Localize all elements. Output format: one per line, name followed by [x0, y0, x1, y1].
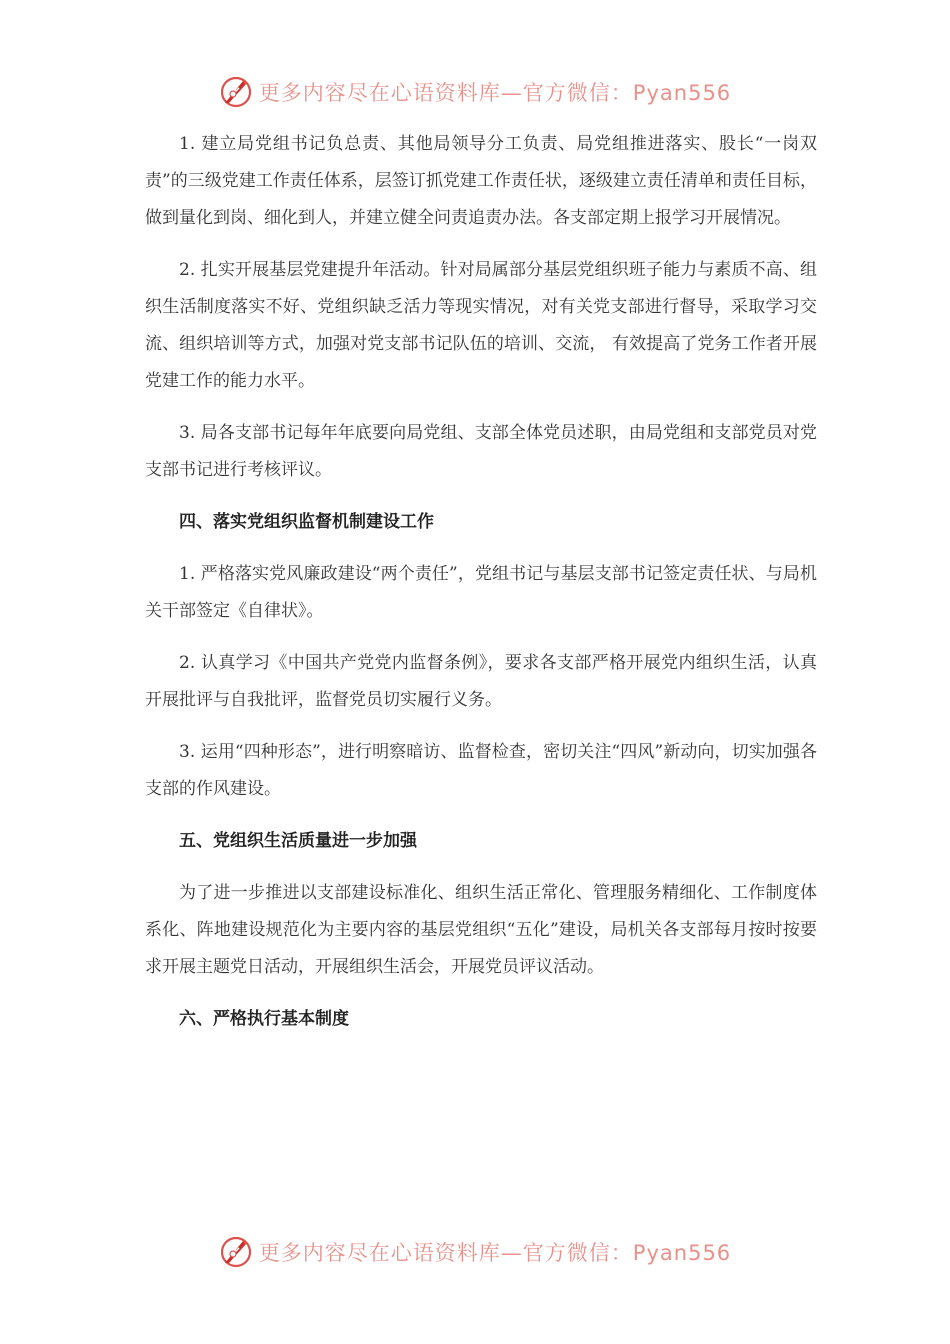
- section-heading: 五、党组织生活质量进一步加强: [179, 831, 417, 851]
- paragraph: 1. 建立局党组书记负总责、其他局领导分工负责、局党组推进落实、股长“一岗双责”的三级党建工作责任体系，层签订抓党建工作责任状，逐级建立责任清单和责任目标，做到量化到岗、细化到人，并建立健全问责追责办法。各支部定期上报学习开展情况。: [145, 134, 817, 228]
- paragraph: 3. 局各支部书记每年年底要向局党组、支部全体党员述职，由局党组和支部党员对党支部书记进行考核评议。: [145, 423, 817, 480]
- quill-logo-icon: [219, 1235, 253, 1269]
- document-body: [145, 126, 817, 1053]
- quill-logo-icon: [219, 75, 253, 109]
- paragraph: 1. 严格落实党风廉政建设“两个责任”，党组书记与基层支部书记签定责任状、与局机关干部签定《自律状》。: [145, 564, 817, 621]
- paragraph: 2. 认真学习《中国共产党党内监督条例》，要求各支部严格开展党内组织生活，认真开展批评与自我批评，监督党员切实履行义务。: [145, 653, 817, 710]
- paragraph: 为了进一步推进以支部建设标准化、组织生活正常化、管理服务精细化、工作制度体系化、阵地建设规范化为主要内容的基层党组织“五化”建设，局机关各支部每月按时按要求开展主题党日活动，开展组织生活会，开展党员评议活动。: [145, 883, 817, 977]
- header-watermark: [0, 72, 950, 112]
- footer-watermark: [0, 1232, 950, 1272]
- watermark-text: 更多内容尽在心语资料库—官方微信：Pyan556: [258, 81, 732, 105]
- paragraph: 2. 扎实开展基层党建提升年活动。针对局属部分基层党组织班子能力与素质不高、组织生活制度落实不好、党组织缺乏活力等现实情况，对有关党支部进行督导，采取学习交流、组织培训等方式，加强对党支部书记队伍的培训、交流， 有效提高了党务工作者开展党建工作的能力水平。: [145, 260, 817, 391]
- watermark-text: 更多内容尽在心语资料库—官方微信：Pyan556: [258, 1241, 732, 1265]
- section-heading: 四、落实党组织监督机制建设工作: [179, 512, 434, 532]
- paragraph: 3. 运用“四种形态”，进行明察暗访、监督检查，密切关注“四风”新动向，切实加强各支部的作风建设。: [145, 742, 817, 799]
- section-heading: 六、严格执行基本制度: [179, 1009, 349, 1029]
